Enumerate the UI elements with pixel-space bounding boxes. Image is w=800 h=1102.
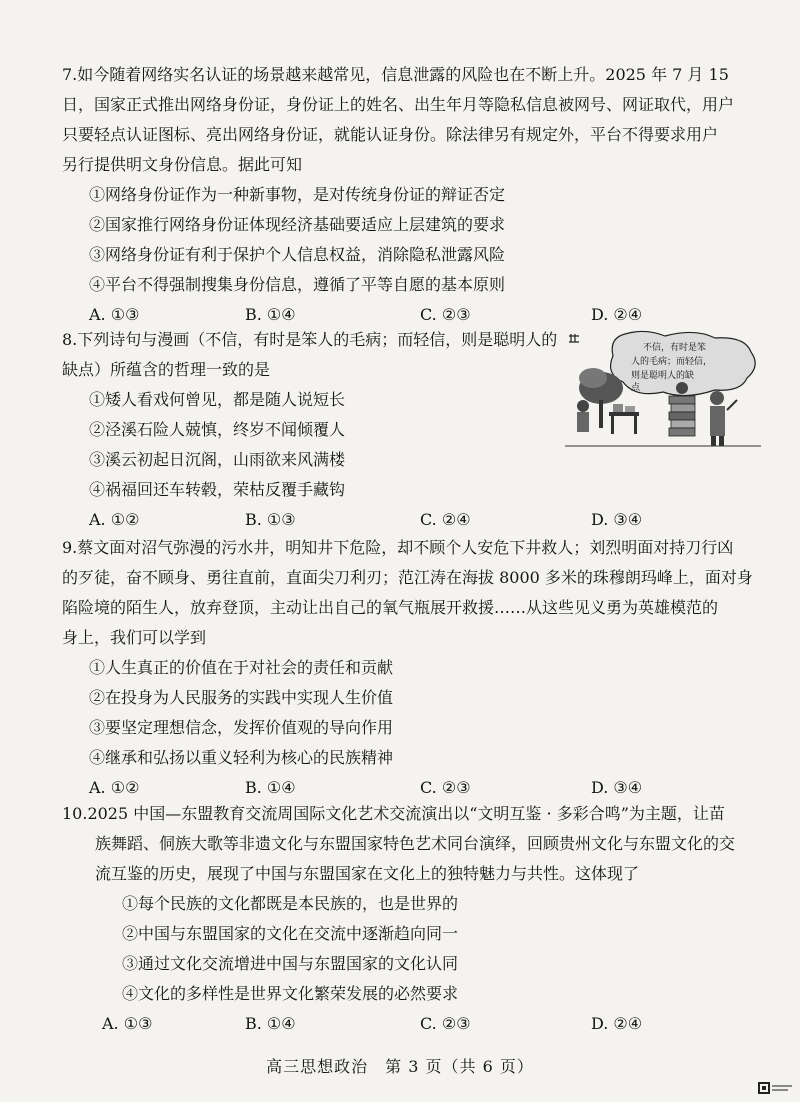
q10-stem-line: 族舞蹈、侗族大歌等非遗文化与东盟国家特色艺术同台演绎，回顾贵州文化与东盟文化的交 (95, 834, 736, 853)
question-9 (62, 533, 782, 803)
question-7 (62, 60, 782, 330)
q7-option: ②国家推行网络身份证体现经济基础要适应上层建筑的要求 (89, 215, 506, 234)
qr-code-icon (758, 1082, 794, 1094)
q9-stem-line: 身上，我们可以学到 (62, 628, 207, 647)
comic-caption-line: 则是聪明人的缺 (631, 371, 695, 381)
question-10 (62, 799, 782, 1039)
q8-choice-d: D. ③④ (591, 510, 643, 529)
q8-option: ④祸福回还车转毂，荣枯反覆手藏钩 (89, 480, 346, 499)
q9-option: ②在投身为人民服务的实践中实现人生价值 (89, 688, 394, 707)
q9-stem-line: 陷险境的陌生人，放弃登顶，主动让出自己的氧气瓶展开救援……从这些见义勇为英雄模范的 (62, 598, 719, 617)
q10-stem-line: 流互鉴的历史，展现了中国与东盟国家在文化上的独特魅力与共性。这体现了 (95, 864, 640, 883)
comic-caption-line: 点 (631, 383, 641, 393)
q9-stem-line: 的歹徒，奋不顾身、勇往直前，直面尖刀利刃；范江涛在海拔 8000 多米的珠穆朗玛峰上，面对身 (62, 568, 753, 587)
q7-stem-line: 只要轻点认证图标、亮出网络身份证，就能认证身份。除法律另有规定外，平台不得要求用户 (62, 125, 719, 144)
q7-stem-line: 7.如今随着网络实名认证的场景越来越常见，信息泄露的风险也在不断上升。2025 年 7 月 15 (62, 65, 729, 84)
figure-left (577, 400, 589, 412)
q9-choice-c: C. ②③ (420, 778, 471, 797)
q7-option: ①网络身份证作为一种新事物，是对传统身份证的辩证否定 (89, 185, 506, 204)
book-stack (669, 396, 695, 404)
q10-option: ①每个民族的文化都既是本民族的，也是世界的 (122, 894, 459, 913)
q8-option: ③溪云初起日沉阁，山雨欲来风满楼 (89, 450, 346, 469)
q8-choices (62, 505, 782, 535)
q8-option: ①矮人看戏何曾见，都是随人说短长 (89, 390, 346, 409)
comic-caption-line: 不信，有时是笨 (643, 343, 707, 353)
comic-caption-line: 人的毛病；而轻信， (631, 357, 713, 367)
q10-choice-b: B. ①④ (245, 1014, 296, 1033)
q8-choice-c: C. ②④ (420, 510, 471, 529)
q8-stem-line: 缺点）所蕴含的哲理一致的是 (62, 360, 271, 379)
figure-middle (676, 382, 688, 394)
q7-choice-a: A. ①③ (89, 305, 140, 324)
q7-option: ④平台不得强制搜集身份信息，遵循了平等自愿的基本原则 (89, 275, 506, 294)
q10-choice-d: D. ②④ (591, 1014, 643, 1033)
q9-choice-a: A. ①② (89, 778, 140, 797)
q9-option: ③要坚定理想信念，发挥价值观的导向作用 (89, 718, 394, 737)
q10-option: ③通过文化交流增进中国与东盟国家的文化认同 (122, 954, 459, 973)
q7-choice-b: B. ①④ (245, 305, 296, 324)
q7-stem-line: 另行提供明文身份信息。据此可知 (62, 155, 303, 174)
q9-choice-b: B. ①④ (245, 778, 296, 797)
q10-choice-a: A. ①③ (102, 1014, 153, 1033)
figure-right (710, 391, 724, 405)
q9-option: ④继承和弘扬以重义轻利为核心的民族精神 (89, 748, 394, 767)
q7-stem-line: 日，国家正式推出网络身份证，身份证上的姓名、出生年月等隐私信息被网号、网证取代，用户 (62, 95, 735, 114)
q9-option: ①人生真正的价值在于对社会的责任和贡献 (89, 658, 394, 677)
q10-option: ②中国与东盟国家的文化在交流中逐渐趋向同一 (122, 924, 459, 943)
q7-choice-c: C. ②③ (420, 305, 471, 324)
q8-choice-a: A. ①② (89, 510, 140, 529)
q9-stem-line: 9.蔡文面对沼气弥漫的污水井，明知井下危险，却不顾个人安危下井救人；刘烈明面对持刀行凶 (62, 538, 734, 557)
q10-choices (62, 1009, 782, 1039)
q10-choice-c: C. ②③ (420, 1014, 471, 1033)
q8-option: ②泾溪石险人兢慎，终岁不闻倾覆人 (89, 420, 346, 439)
page-footer: 高三思想政治 第 3 页（共 6 页） (266, 1057, 534, 1076)
q8-choice-b: B. ①③ (245, 510, 296, 529)
q9-choice-d: D. ③④ (591, 778, 643, 797)
q10-option: ④文化的多样性是世界文化繁荣发展的必然要求 (122, 984, 459, 1003)
q10-stem-line: 10.2025 中国—东盟教育交流周国际文化艺术交流演出以“文明互鉴 · 多彩合鸣”为主题，让苗 (62, 804, 725, 823)
comic-illustration (565, 330, 761, 450)
q8-stem-line: 8.下列诗句与漫画（不信，有时是笨人的毛病；而轻信，则是聪明人的 (62, 330, 558, 349)
q7-option: ③网络身份证有利于保护个人信息权益，消除隐私泄露风险 (89, 245, 506, 264)
q7-choice-d: D. ②④ (591, 305, 643, 324)
table (609, 412, 639, 416)
